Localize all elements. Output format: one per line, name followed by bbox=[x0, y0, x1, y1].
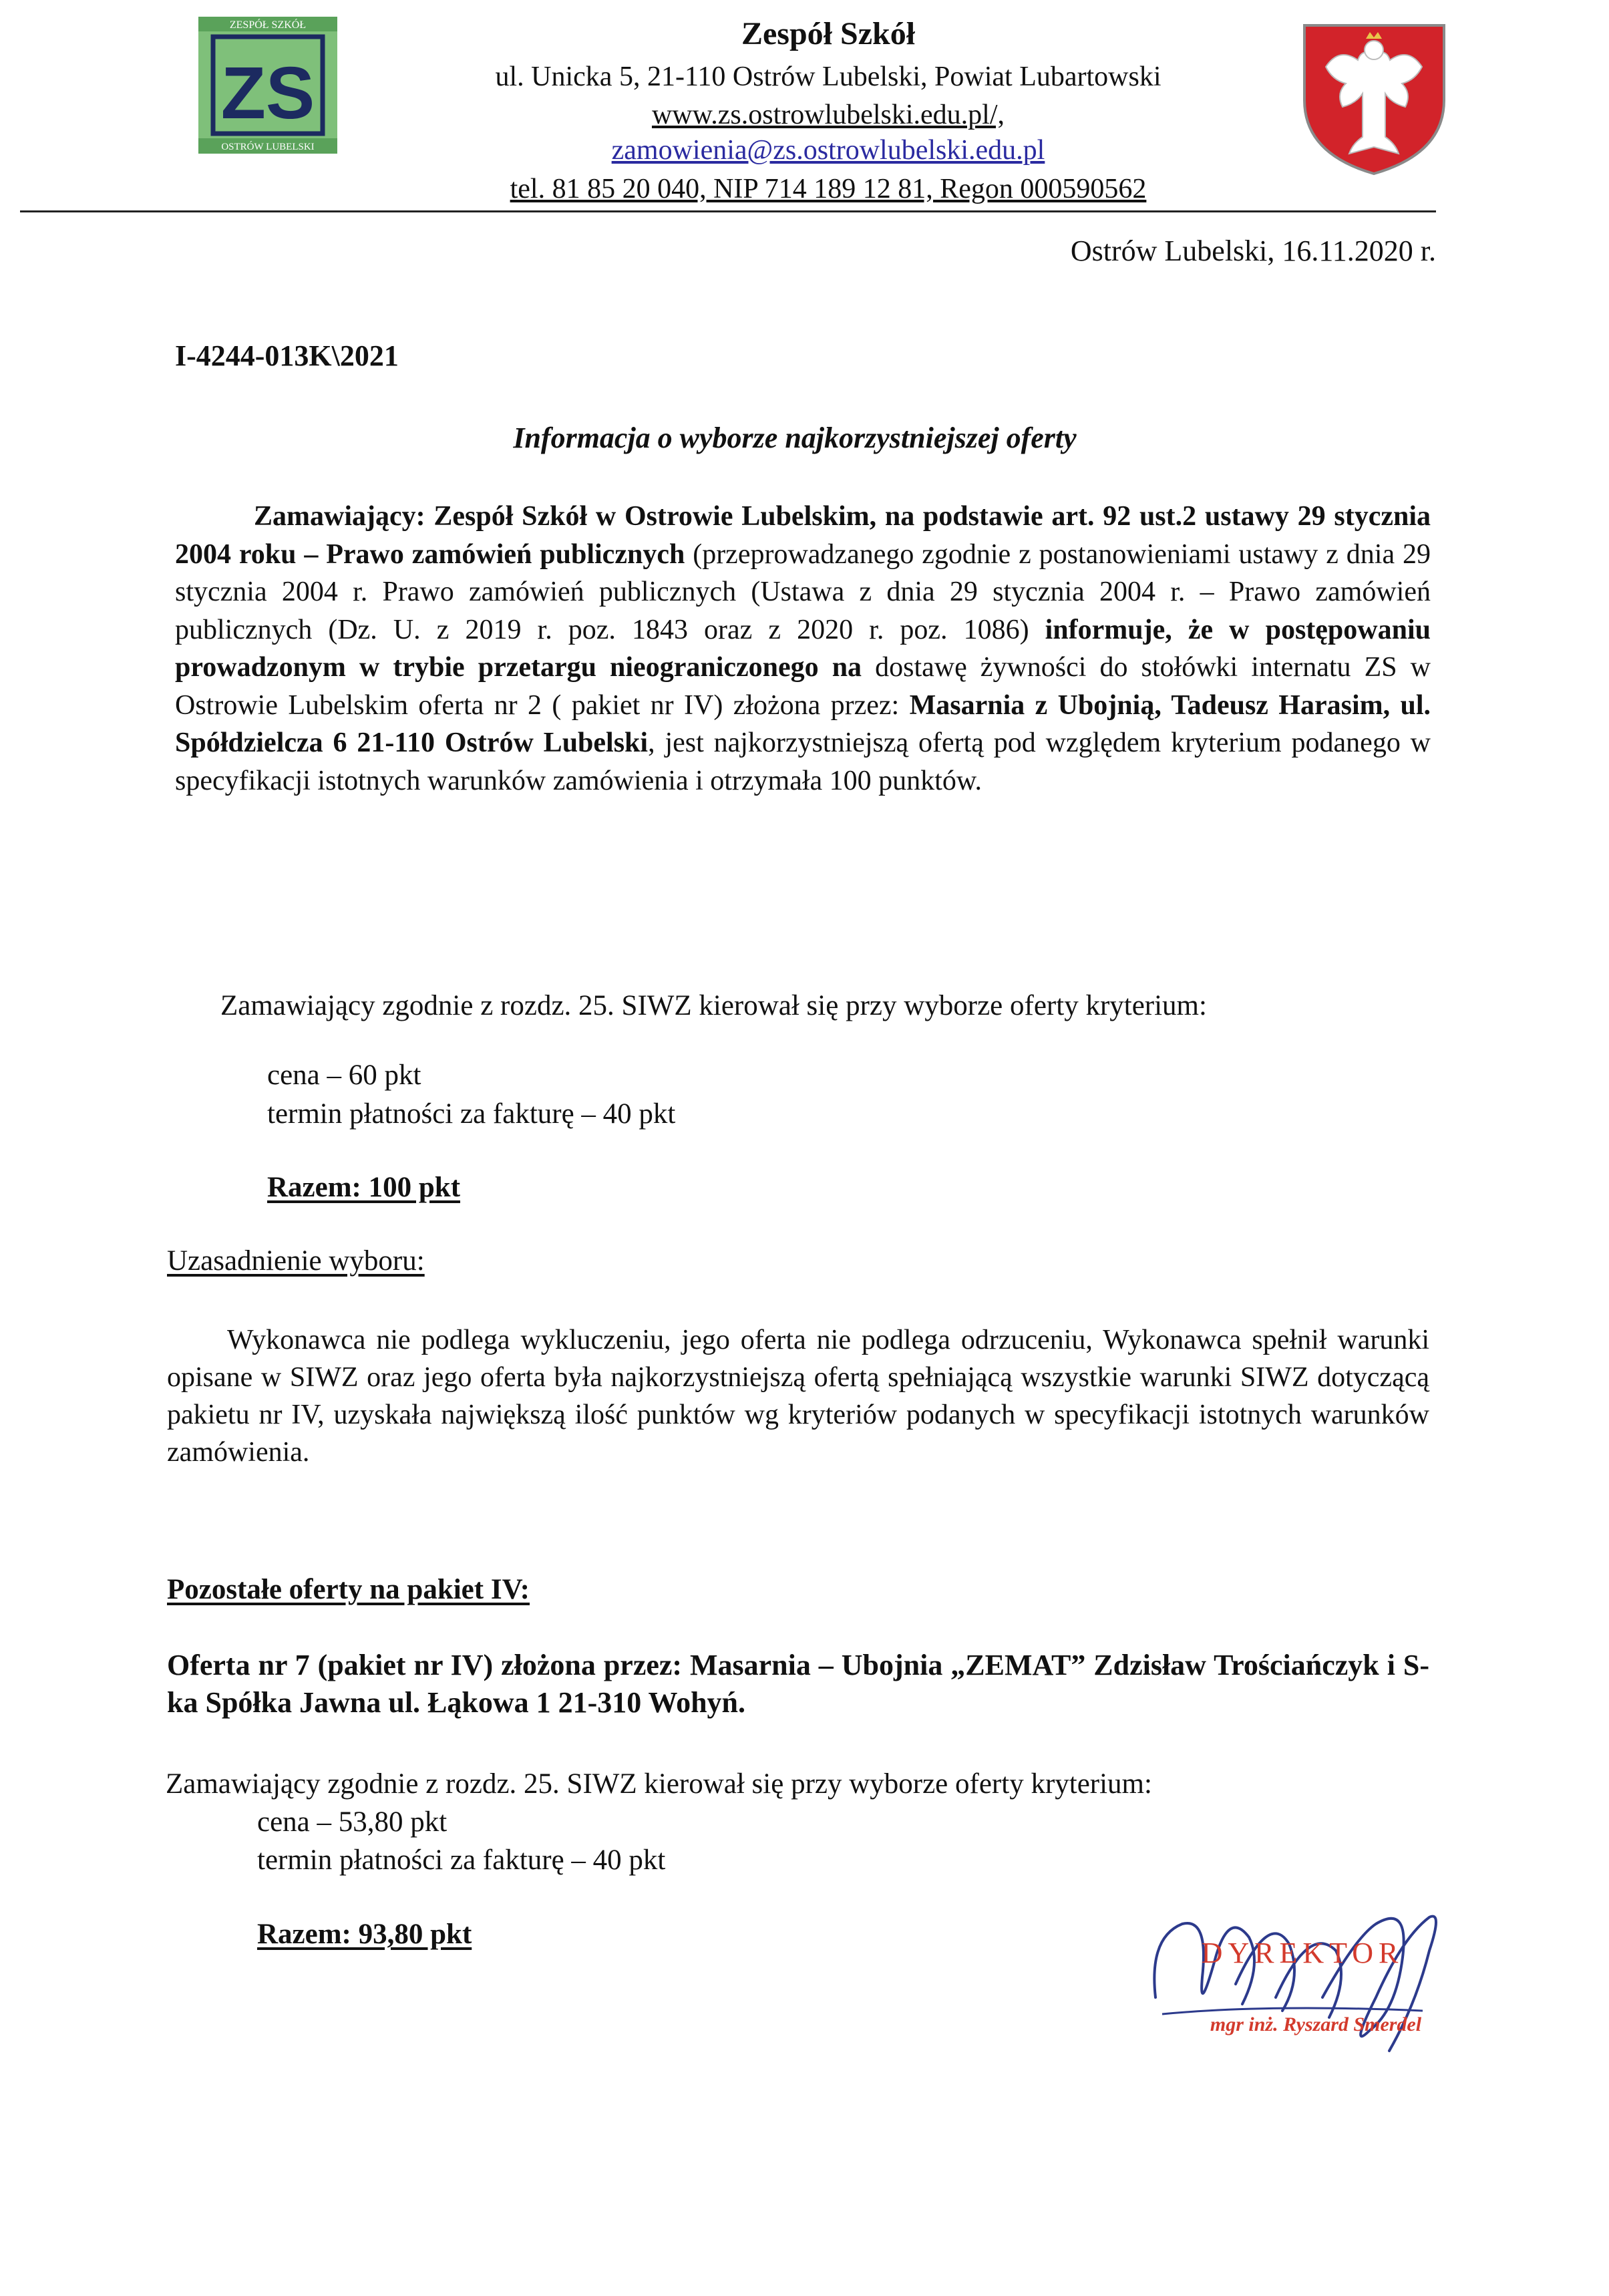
reference-number: I-4244-013K\2021 bbox=[175, 339, 399, 372]
stamp-name: mgr inż. Ryszard Smerdel bbox=[1210, 2013, 1422, 2035]
main-paragraph bbox=[175, 498, 1431, 800]
criteria-total: Razem: 100 pkt bbox=[267, 1172, 461, 1203]
school-address: ul. Unicka 5, 21-110 Ostrów Lubelski, Powiat Lubartowski bbox=[495, 61, 1161, 92]
body-text-2: dostawę żywności do stołówki internatu ZS w Ostrowie Lubelskim oferta nr 2 ( pakiet nr IV) złożona przez: bbox=[175, 652, 1431, 721]
body-text-3: , jest najkorzystniejszą ofertą pod względem kryterium podanego w specyfikacji istotnych warunków zamówienia i otrzymała 100 punktów. bbox=[175, 727, 1431, 796]
logo-bottom-text: OSTRÓW LUBELSKI bbox=[221, 142, 315, 152]
logo-top-text: ZESPÓŁ SZKÓŁ bbox=[229, 19, 307, 31]
school-contact: tel. 81 85 20 040, NIP 714 189 12 81, Regon 000590562 bbox=[510, 174, 1147, 204]
criteria-item: cena – 60 pkt bbox=[267, 1059, 421, 1091]
school-name: Zespół Szkół bbox=[741, 16, 916, 51]
school-email-link[interactable]: zamowienia@zs.ostrowlubelski.edu.pl bbox=[611, 135, 1045, 166]
justification-text: Wykonawca nie podlega wykluczeniu, jego oferta nie podlega odrzuceniu, Wykonawca spełnił warunki opisane w SIWZ oraz jego oferta była najkorzystniejszą ofertą spełniającą wszystkie warunki SIWZ dotyczącą pakietu nr IV, uzyskała największą ilość punktów wg kryteriów podanych w specyfikacji istotnych warunków zamówienia. bbox=[167, 1325, 1429, 1468]
criteria-item: termin płatności za fakturę – 40 pkt bbox=[257, 1844, 666, 1876]
other-offer-details: Oferta nr 7 (pakiet nr IV) złożona przez: Masarnia – Ubojnia „ZEMAT” Zdzisław Trościańczyk i S-ka Spółka Jawna ul. Łąkowa 1 21-310 Wohyń. bbox=[167, 1649, 1429, 1719]
body-bold-3: Masarnia z Ubojnią, Tadeusz Harasim, ul. Spółdzielcza 6 21-110 Ostrów Lubelski bbox=[175, 689, 1431, 758]
body-bold-2: informuje, że w postępowaniu prowadzonym w trybie przetargu nieograniczonego na bbox=[175, 614, 1431, 683]
header-divider bbox=[20, 210, 1436, 212]
body-text-1: (przeprowadzanego zgodnie z postanowieniami ustawy z dnia 29 stycznia 2004 r. Prawo zamówień publicznych (Ustawa z dnia 29 stycznia 2004 r. – Prawo zamówień publicznych (Dz. U. z 2019 r. poz. 1843 oraz z 2020 r. poz. 1086) bbox=[175, 538, 1431, 645]
coat-of-arms-icon bbox=[1299, 20, 1449, 177]
logo-letters: ZS bbox=[220, 52, 315, 134]
other-offers-heading: Pozostałe oferty na pakiet IV: bbox=[167, 1574, 530, 1605]
body-bold-1: Zamawiający: Zespół Szkół w Ostrowie Lubelskim, na podstawie art. 92 ust.2 ustawy 29 stycznia 2004 roku – Prawo zamówień publicznych bbox=[175, 501, 1431, 570]
school-website-link[interactable]: www.zs.ostrowlubelski.edu.pl/, bbox=[651, 100, 1005, 130]
criteria-item: cena – 53,80 pkt bbox=[257, 1806, 448, 1838]
document-title: Informacja o wyborze najkorzystniejszej oferty bbox=[513, 422, 1077, 454]
justification-paragraph bbox=[167, 1321, 1429, 1471]
criteria-intro: Zamawiający zgodnie z rozdz. 25. SIWZ kierował się przy wyborze oferty kryterium: bbox=[166, 1768, 1152, 1800]
criteria-intro: Zamawiający zgodnie z rozdz. 25. SIWZ kierował się przy wyborze oferty kryterium: bbox=[220, 990, 1207, 1021]
place-date: Ostrów Lubelski, 16.11.2020 r. bbox=[1070, 234, 1436, 267]
director-signature bbox=[1135, 1897, 1456, 2064]
criteria-total: Razem: 93,80 pkt bbox=[257, 1919, 472, 1950]
stamp-title: DYREKTOR bbox=[1201, 1937, 1404, 1969]
justification-heading: Uzasadnienie wyboru: bbox=[167, 1245, 425, 1277]
criteria-item: termin płatności za fakturę – 40 pkt bbox=[267, 1098, 676, 1130]
